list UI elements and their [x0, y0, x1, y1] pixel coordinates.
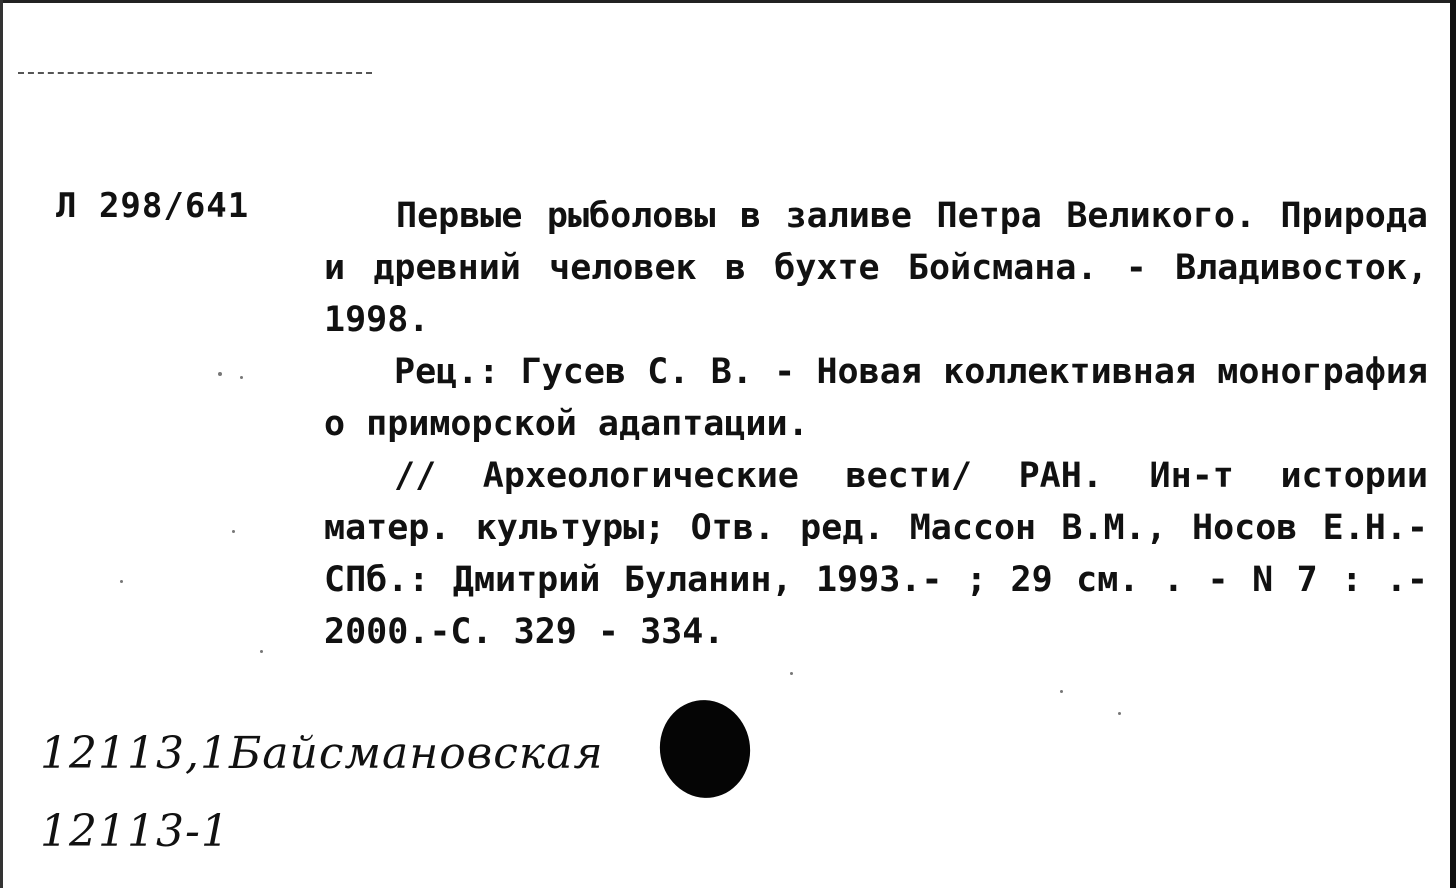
scan-speck [218, 372, 222, 376]
entry-source-paragraph: // Археологические вести/ РАН. Ин-т истории матер. культуры; Отв. ред. Массон В.М., Носов Е.Н.- СПб.: Дмитрий Буланин, 1993.- ; 29 см. . - N 7 : .- 2000.-С. 329 - 334. [324, 456, 1428, 652]
scan-speck [232, 530, 235, 533]
entry-review-paragraph: Рец.: Гусев С. В. - Новая коллективная монография о приморской адаптации. [324, 352, 1428, 444]
call-number: Л 298/641 [56, 186, 250, 226]
punch-hole [652, 693, 758, 805]
scan-speck [1060, 690, 1063, 693]
card-left-edge [0, 0, 3, 888]
scan-speck [240, 376, 243, 379]
scan-speck [1118, 712, 1121, 715]
card-right-edge [1450, 0, 1456, 888]
top-dashed-rule [18, 72, 372, 74]
entry-title-paragraph: Первые рыболовы в заливе Петра Великого. Природа и древний человек в бухте Бойсмана. - Владивосток, 1998. [324, 196, 1428, 340]
card-top-edge [0, 0, 1456, 3]
bibliographic-entry [324, 190, 1428, 658]
handwritten-note: 12113,1Байсмановская [40, 728, 604, 779]
scan-speck [790, 672, 793, 675]
scan-speck [260, 650, 263, 653]
scan-speck [120, 580, 123, 583]
handwritten-note: 12113-1 [40, 806, 230, 857]
